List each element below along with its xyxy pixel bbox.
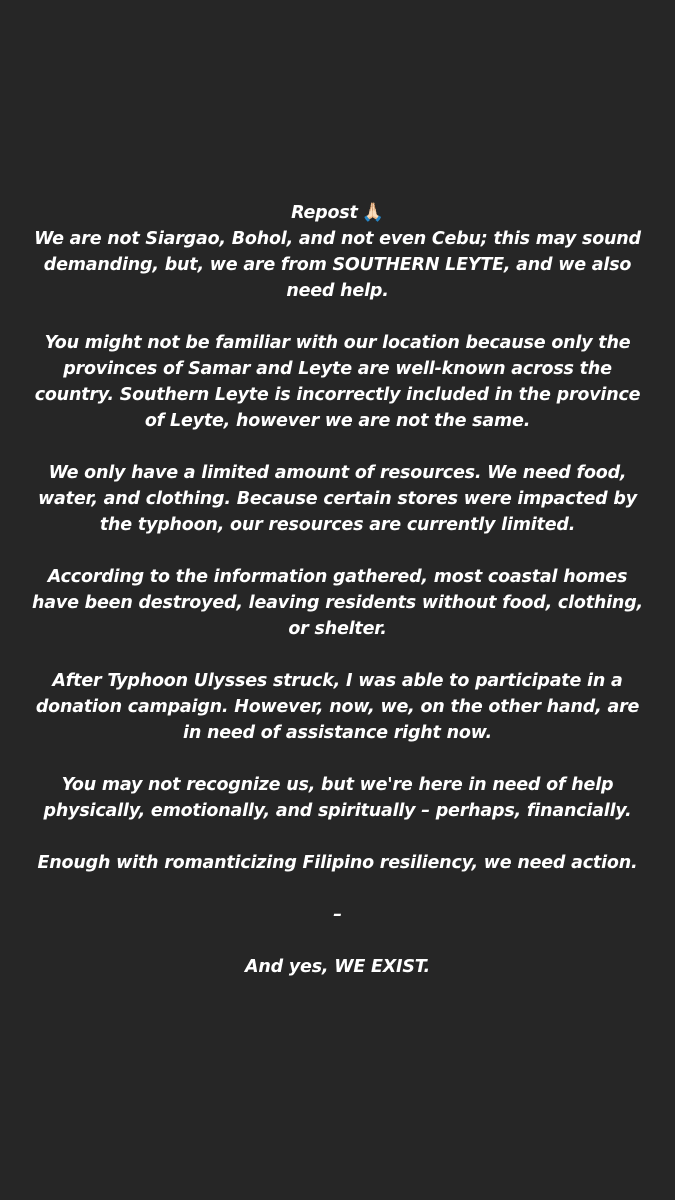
separator-dash: –	[333, 905, 342, 925]
repost-title-text: Repost	[291, 203, 358, 223]
paragraph-7: Enough with romanticizing Filipino resiliency, we need action.	[37, 853, 638, 873]
repost-title	[30, 200, 645, 226]
praying-hands-icon: 🙏🏻	[361, 202, 384, 223]
paragraph-5: After Typhoon Ulysses struck, I was able to participate in a donation campaign. However, now, we, on the other hand, are in need of assistance right now.	[35, 671, 640, 743]
closing-line: And yes, WE EXIST.	[245, 957, 430, 977]
paragraph-1: We are not Siargao, Bohol, and not even Cebu; this may sound demanding, but, we are from SOUTHERN LEYTE, and we also need help.	[34, 229, 641, 301]
paragraph-3: We only have a limited amount of resources. We need food, water, and clothing. Because certain stores were impacted by the typhoon, our resources are currently limited.	[38, 463, 637, 535]
intro-paragraph	[30, 200, 645, 304]
paragraph-2: You might not be familiar with our location because only the provinces of Samar and Leyte are well-known across the country. Southern Leyte is incorrectly included in the province of Leyte, however we are not the same.	[34, 333, 641, 431]
paragraph-4: According to the information gathered, most coastal homes have been destroyed, leaving residents without food, clothing, or shelter.	[32, 567, 643, 639]
paragraph-6: You may not recognize us, but we're here in need of help physically, emotionally, and spiritually – perhaps, financially.	[43, 775, 632, 821]
story-text-overlay	[30, 200, 645, 1006]
